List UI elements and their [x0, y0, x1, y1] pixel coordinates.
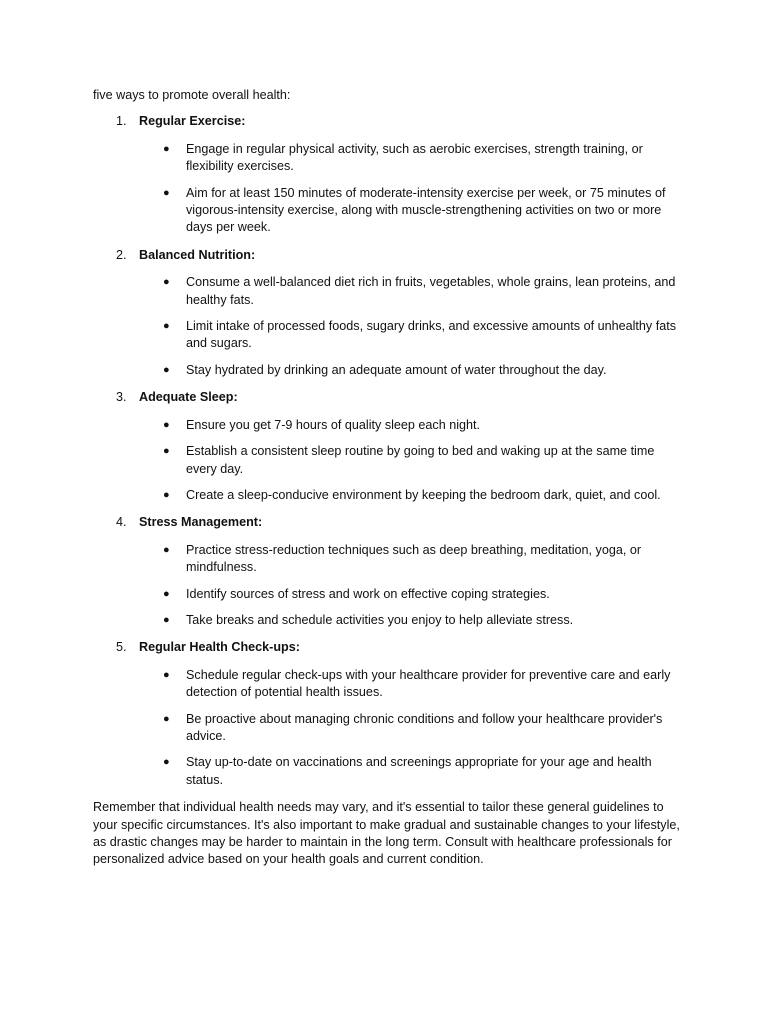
bullet-text: Take breaks and schedule activities you enjoy to help alleviate stress. — [186, 612, 574, 627]
section-title: Regular Health Check-ups: — [139, 640, 300, 655]
section-title: Regular Exercise: — [139, 114, 246, 129]
section-number: 2. — [116, 247, 127, 262]
section-number: 1. — [116, 114, 127, 129]
list-item — [163, 274, 683, 309]
section-stress-management — [93, 514, 683, 629]
list-item — [163, 754, 683, 789]
bullet-text: Create a sleep-conducive environment by keeping the bedroom dark, quiet, and cool. — [186, 487, 661, 502]
closing-paragraph: Remember that individual health needs may vary, and it's essential to tailor these general guidelines to your specific circumstances. It's also important to make gradual and sustainable changes to your lifestyle, as drastic changes may be harder to maintain in the long term. Consult with healthcare professionals for personalized advice based on your health goals and current condition. — [93, 800, 680, 867]
bullet-text: Identify sources of stress and work on effective coping strategies. — [186, 586, 550, 601]
bullet-text: Practice stress-reduction techniques such as deep breathing, meditation, yoga, or mindfulness. — [186, 542, 642, 575]
intro-text: five ways to promote overall health: — [93, 88, 291, 102]
section-balanced-nutrition — [93, 247, 683, 379]
bullet-list — [93, 667, 683, 789]
list-item — [163, 141, 683, 176]
list-item — [163, 487, 683, 504]
list-item — [163, 185, 683, 237]
section-heading — [116, 389, 683, 406]
bullet-text: Stay hydrated by drinking an adequate amount of water throughout the day. — [186, 362, 607, 377]
bullet-icon: ● — [163, 276, 170, 289]
section-number: 5. — [116, 640, 127, 655]
section-heading — [116, 639, 683, 656]
section-regular-exercise — [93, 113, 683, 236]
bullet-text: Limit intake of processed foods, sugary drinks, and excessive amounts of unhealthy fats and sugars. — [186, 319, 677, 351]
document-page — [93, 87, 683, 869]
bullet-icon: ● — [163, 488, 170, 501]
bullet-text: Ensure you get 7-9 hours of quality sleep each night. — [186, 417, 481, 432]
list-item — [163, 417, 683, 434]
section-heading — [116, 514, 683, 531]
section-title: Adequate Sleep: — [139, 390, 238, 405]
section-number: 3. — [116, 390, 127, 405]
bullet-list — [93, 274, 683, 379]
list-item — [163, 362, 683, 379]
bullet-text: Be proactive about managing chronic conditions and follow your healthcare provider's advice. — [186, 711, 663, 743]
bullet-icon: ● — [163, 756, 170, 769]
list-item — [163, 318, 683, 353]
bullet-text: Establish a consistent sleep routine by going to bed and waking up at the same time every day. — [186, 444, 655, 476]
bullet-icon: ● — [163, 587, 170, 600]
bullet-icon: ● — [163, 445, 170, 458]
list-item — [163, 667, 683, 702]
list-item — [163, 542, 683, 577]
bullet-list — [93, 141, 683, 237]
bullet-text: Aim for at least 150 minutes of moderate-intensity exercise per week, or 75 minutes of vigorous-intensity exercise, along with muscle-strengthening activities on two or more days per week. — [186, 185, 666, 235]
section-regular-health-checkups — [93, 639, 683, 789]
list-item — [163, 612, 683, 629]
bullet-list — [93, 542, 683, 630]
section-number: 4. — [116, 515, 127, 530]
bullet-text: Engage in regular physical activity, such as aerobic exercises, strength training, or flexibility exercises. — [186, 141, 643, 174]
section-title: Balanced Nutrition: — [139, 247, 256, 262]
bullet-icon: ● — [163, 668, 170, 681]
bullet-text: Consume a well-balanced diet rich in fruits, vegetables, whole grains, lean proteins, and healthy fats. — [186, 275, 676, 307]
bullet-text: Stay up-to-date on vaccinations and screenings appropriate for your age and health status. — [186, 755, 652, 787]
section-title: Stress Management: — [139, 515, 263, 530]
list-item — [163, 443, 683, 478]
list-item — [163, 586, 683, 603]
bullet-icon: ● — [163, 142, 170, 155]
bullet-icon: ● — [163, 363, 170, 376]
list-item — [163, 711, 683, 746]
bullet-icon: ● — [163, 712, 170, 725]
bullet-icon: ● — [163, 613, 170, 626]
bullet-icon: ● — [163, 418, 170, 431]
bullet-list — [93, 417, 683, 505]
bullet-icon: ● — [163, 543, 170, 556]
section-heading — [116, 247, 683, 264]
health-sections-list — [93, 113, 683, 789]
section-heading — [116, 113, 683, 130]
bullet-icon: ● — [163, 320, 170, 333]
section-adequate-sleep — [93, 389, 683, 504]
bullet-icon: ● — [163, 186, 170, 199]
bullet-text: Schedule regular check-ups with your healthcare provider for preventive care and early detection of potential health issues. — [186, 667, 671, 700]
